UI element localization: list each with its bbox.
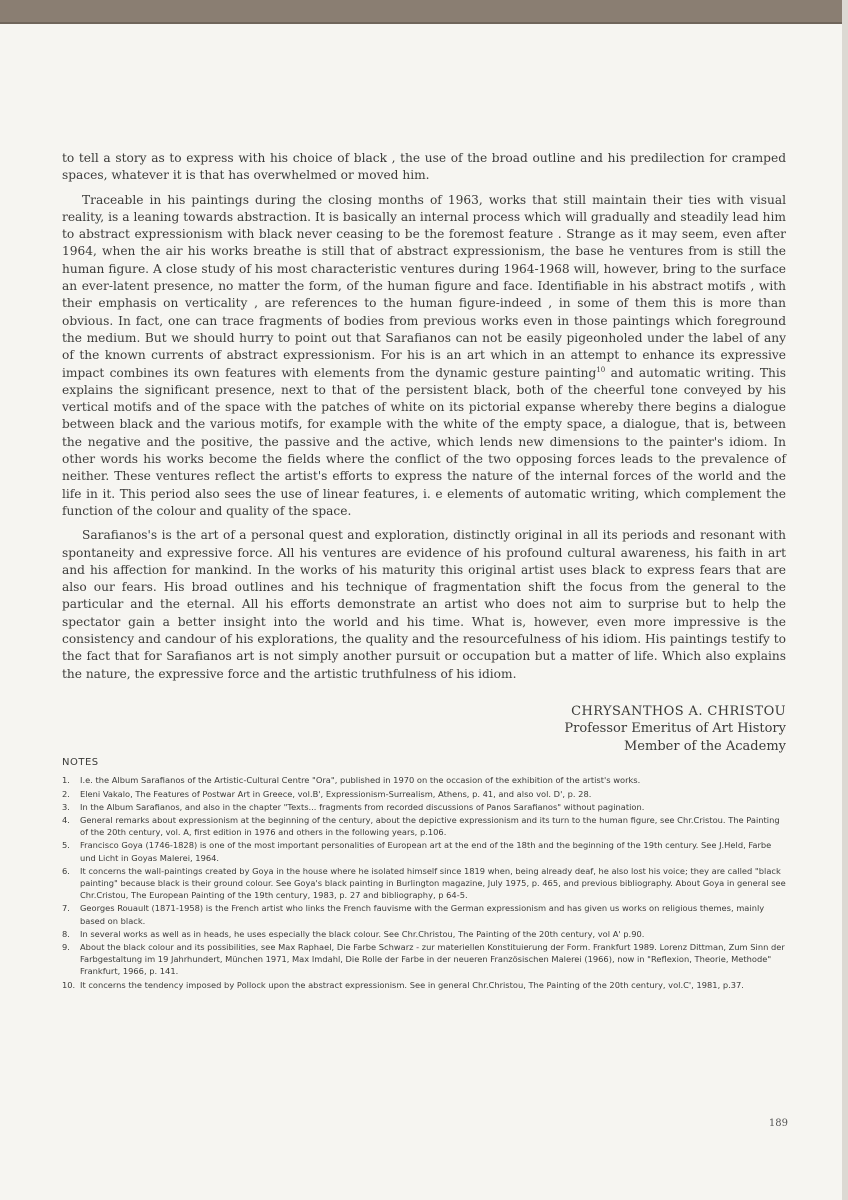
note-number: 7. bbox=[62, 903, 70, 914]
note-text: General remarks about expressionism at the beginning of the century, about the depictive expressionism and its turn to the human figure, see Chr.Cristou. The Painting of the 20th century, vol. A, first edition in 1976 and others in the following years, p.106. bbox=[80, 815, 780, 838]
note-text: Francisco Goya (1746-1828) is one of the most important personalities of European art at the end of the 18th and the beginning of the 19th century. See J.Held, Farbe und Licht in Goyas Malerei, 1964. bbox=[80, 840, 772, 863]
note-text: Georges Rouault (1871-1958) is the French artist who links the French fauvisme with the German expressionism and has given us works on religious themes, mainly based on black. bbox=[80, 903, 765, 926]
note-item bbox=[62, 928, 786, 940]
paragraph-2-part-a: Traceable in his paintings during the closing months of 1963, works that still maintain their ties with visual reality, is a leaning towards abstraction. It is basically an internal process which will gradually and steadily lead him to abstract expressionism with black never ceasing to be the foremost feature . Strange as it may seem, even after 1964, when the air his works breathe is still that of abstract expressionism, the base he ventures from is still the human figure. A close study of his most characteristic ventures during 1964-1968 will, however, bring to the surface an ever-latent presence, no matter the form, of the human figure and face. Identifiable in his abstract motifs , with their emphasis on verticality , are references to the human figure-indeed , in some of them this is more than obvious. In fact, one can trace fragments of bodies from previous works even in those paintings which foreground the medium. But we should hurry to point out that Sarafianos can not be easily pigeonholed under the label of any of the known currents of abstract expressionism. For his is an art which in an attempt to enhance its expressive impact combines its own features with elements from the dynamic gesture painting bbox=[62, 192, 786, 380]
note-item bbox=[62, 788, 786, 800]
note-number: 6. bbox=[62, 865, 70, 876]
page-content bbox=[62, 150, 786, 992]
author-name: CHRYSANTHOS A. CHRISTOU bbox=[571, 703, 786, 719]
paragraph-1: to tell a story as to express with his choice of black , the use of the broad outline and his predilection for cramped spaces, whatever it is that has overwhelmed or moved him. bbox=[62, 151, 786, 183]
author-signature bbox=[62, 703, 786, 756]
note-number: 5. bbox=[62, 840, 70, 851]
note-text: I.e. the Album Sarafianos of the Artistic-Cultural Centre "Ora", published in 1970 on the occasion of the exhibition of the artist's works. bbox=[80, 775, 641, 786]
footnote-ref-10: 10 bbox=[596, 365, 606, 374]
author-title: Professor Emeritus of Art History bbox=[564, 721, 786, 737]
top-border-band bbox=[0, 0, 848, 24]
note-number: 10. bbox=[62, 979, 76, 990]
page-edge bbox=[842, 0, 848, 1200]
note-item bbox=[62, 814, 786, 838]
note-item bbox=[62, 801, 786, 813]
note-text: About the black colour and its possibilities, see Max Raphael, Die Farbe Schwarz - zur materiellen Konstituierung der Form. Frankfurt 1989. Lorenz Dittman, Zum Sinn der Farbgestaltung im 19 Jahrhundert, München 1971, Max Imdahl, Die Rolle der Farbe in der neueren Französischen Malerei (1966), now in "Reflexion, Theorie, Methode" Frankfurt, 1966, p. 141. bbox=[80, 942, 785, 977]
note-text: It concerns the tendency imposed by Pollock upon the abstract expressionism. See in general Chr.Christou, The Painting of the 20th century, vol.C', 1981, p.37. bbox=[80, 979, 744, 990]
page-number: 189 bbox=[768, 1118, 788, 1129]
note-item bbox=[62, 902, 786, 926]
note-number: 2. bbox=[62, 788, 70, 799]
paragraph-3: Sarafianos's is the art of a personal quest and exploration, distinctly original in all its periods and resonant with spontaneity and expressive force. All his ventures are evidence of his profound cultural awareness, his faith in art and his affection for mankind. In the works of his maturity this original artist uses black to express fears that are also our fears. His broad outlines and his technique of fragmentation shift the focus from the general to the particular and the eternal. All his efforts demonstrate an artist who does not aim to surprise but to help the spectator gain a better insight into the world and his time. What is, however, even more impressive is the consistency and candour of his explorations, the quality and the resourcefulness of his idiom. His paintings testify to the fact that for Sarafianos art is not simply another pursuit or occupation but a matter of life. Which also explains the nature, the expressive force and the artistic truthfulness of his idiom. bbox=[62, 528, 786, 681]
note-number: 9. bbox=[62, 942, 70, 953]
note-number: 4. bbox=[62, 815, 70, 826]
note-number: 8. bbox=[62, 928, 70, 939]
note-number: 1. bbox=[62, 775, 70, 786]
note-item bbox=[62, 774, 786, 786]
note-item bbox=[62, 941, 786, 978]
note-item bbox=[62, 865, 786, 902]
note-number: 3. bbox=[62, 801, 70, 812]
article-body bbox=[62, 150, 786, 683]
notes-section bbox=[62, 757, 786, 990]
notes-heading: NOTES bbox=[62, 757, 99, 769]
note-text: Eleni Vakalo, The Features of Postwar Art in Greece, vol.B', Expressionism-Surrealism, Athens, p. 41, and also vol. D', p. 28. bbox=[80, 788, 592, 799]
note-item bbox=[62, 839, 786, 863]
note-text: In the Album Sarafianos, and also in the chapter "Texts... fragments from recorded discussions of Panos Sarafianos" without pagination. bbox=[80, 801, 645, 812]
note-text: It concerns the wall-paintings created by Goya in the house where he isolated himself since 1819 when, being already deaf, he also lost his voice; they are called "black painting" because black is their ground colour. See Goya's black painting in Burlington magazine, July 1975, p. 465, and previous bibliography. About Goya in general see Chr.Cristou, The European Painting of the 19th century, 1983, p. 27 and bibliography, p 64-5. bbox=[80, 865, 786, 901]
note-text: In several works as well as in heads, he uses especially the black colour. See Chr.Christou, The Painting of the 20th century, vol A' p.90. bbox=[80, 928, 645, 939]
notes-list bbox=[62, 774, 786, 990]
paragraph-2-part-b: and automatic writing. This explains the significant presence, next to that of the persistent black, both of the cheerful tone conveyed by his vertical motifs and of the space with the patches of white on its pictorial expanse whereby there begins a dialogue between black and the various motifs, for example with the white of the empty space, a dialogue, that is, between the negative and the positive, the passive and the active, which lends new dimensions to the painter's idiom. In other words his works become the fields where the conflict of the two opposing forces leads to the prevalence of neither. These ventures reflect the artist's efforts to express the nature of the internal forces of the world and the life in it. This period also sees the use of linear features, i. e elements of automatic writing, which complement the function of the colour and quality of the space. bbox=[62, 365, 786, 518]
paragraph-2 bbox=[62, 192, 786, 521]
author-membership: Member of the Academy bbox=[624, 738, 786, 754]
note-item bbox=[62, 979, 786, 991]
